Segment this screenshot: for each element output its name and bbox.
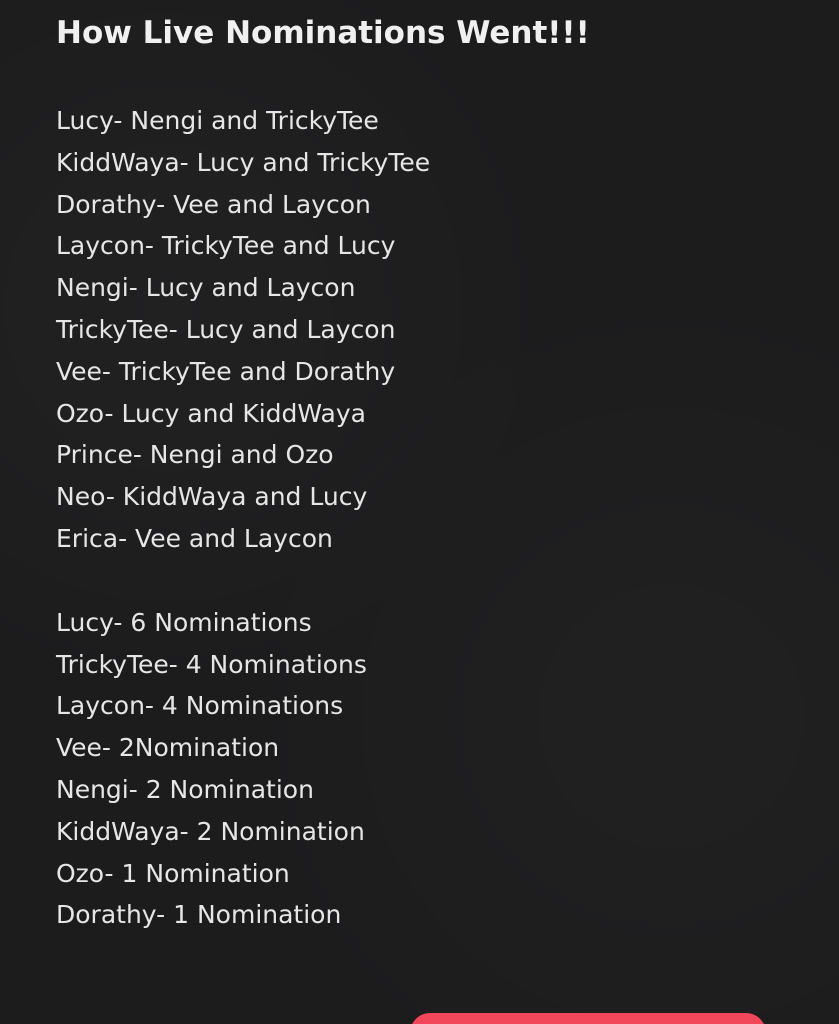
nomination-line: Lucy- Nengi and TrickyTee bbox=[56, 106, 379, 135]
nomination-line: KiddWaya- Lucy and TrickyTee bbox=[56, 147, 431, 177]
nominations-list bbox=[56, 100, 816, 560]
tally-line: Laycon- 4 Nominations bbox=[56, 691, 344, 721]
nomination-line: Erica- Vee and Laycon bbox=[56, 523, 333, 553]
tally-line: Nengi- 2 Nomination bbox=[56, 774, 314, 804]
tally-line: Dorathy- 1 Nomination bbox=[56, 900, 342, 930]
tally-line: Ozo- 1 Nomination bbox=[56, 858, 290, 888]
note-title: How Live Nominations Went!!! bbox=[56, 15, 590, 51]
nomination-line: Dorathy- Vee and Laycon bbox=[56, 189, 371, 219]
nomination-line: Nengi- Lucy and Laycon bbox=[56, 273, 356, 303]
action-button[interactable] bbox=[410, 1013, 766, 1024]
nomination-line: Ozo- Lucy and KiddWaya bbox=[56, 398, 366, 428]
nomination-line: Laycon- TrickyTee and Lucy bbox=[56, 231, 396, 261]
nomination-line: Vee- TrickyTee and Dorathy bbox=[56, 356, 396, 386]
note-content bbox=[56, 12, 816, 936]
tally-line: Vee- 2Nomination bbox=[56, 733, 280, 763]
nomination-line: Prince- Nengi and Ozo bbox=[56, 440, 334, 470]
tally-line: Lucy- 6 Nominations bbox=[56, 607, 312, 637]
nomination-line: TrickyTee- Lucy and Laycon bbox=[56, 314, 396, 344]
nomination-line: Neo- KiddWaya and Lucy bbox=[56, 482, 368, 512]
tally-list bbox=[56, 602, 816, 936]
tally-line: TrickyTee- 4 Nominations bbox=[56, 649, 367, 679]
tally-line: KiddWaya- 2 Nomination bbox=[56, 816, 365, 846]
